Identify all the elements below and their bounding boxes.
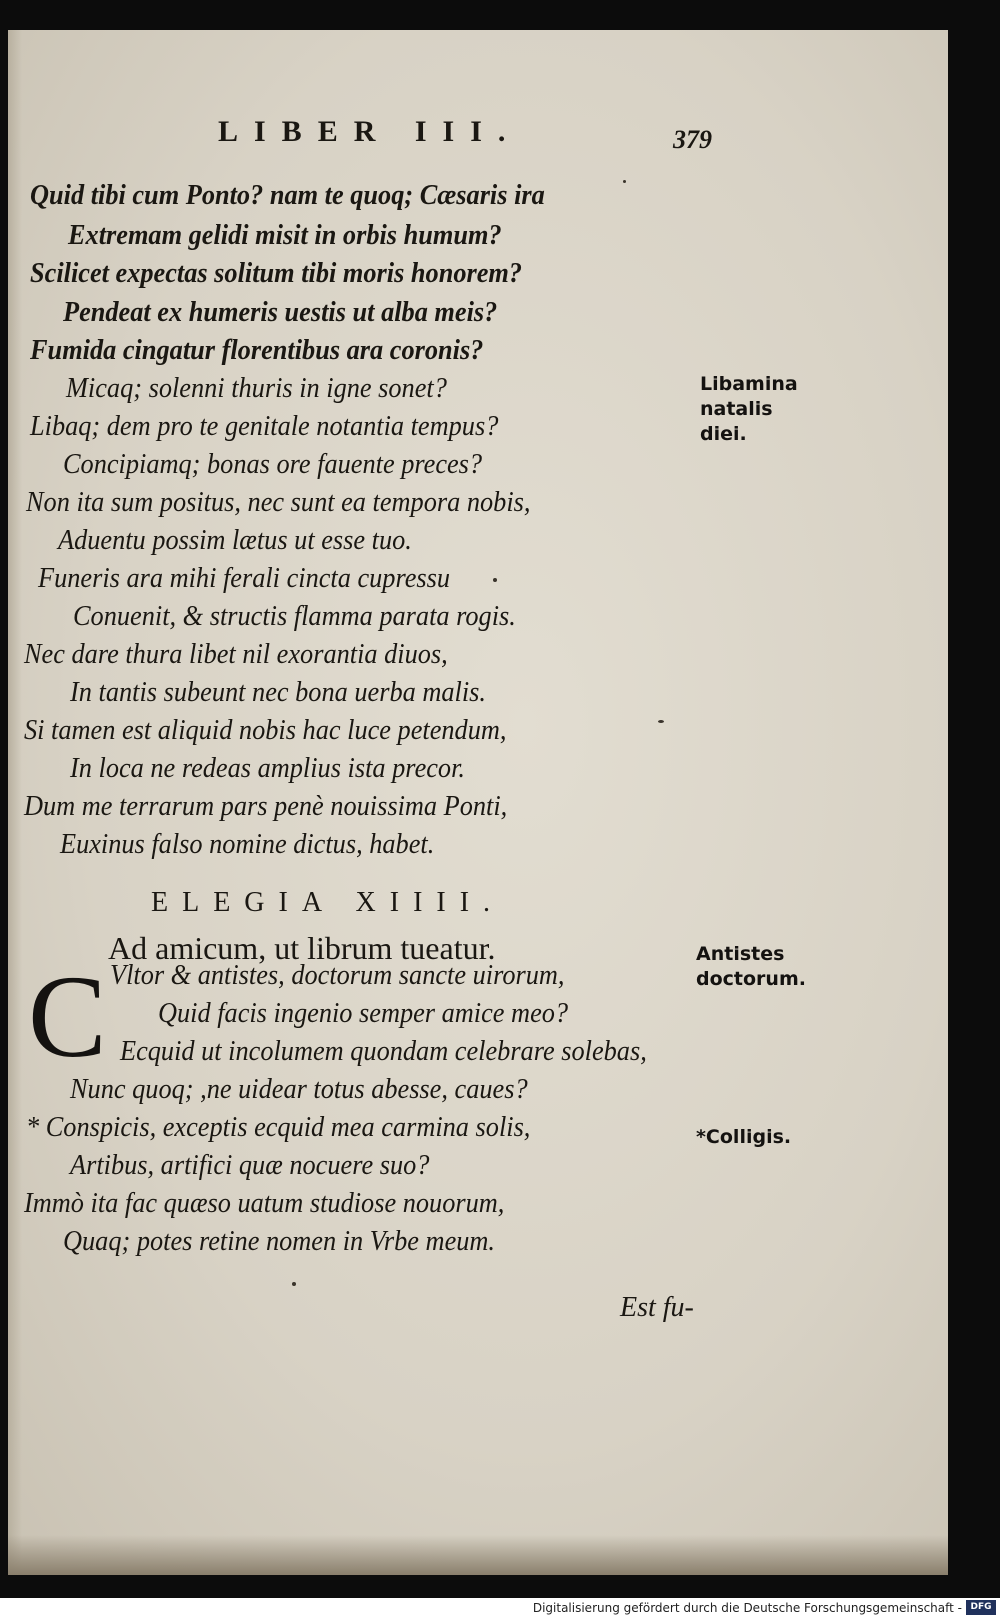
verse-line: Pendeat ex humeris uestis ut alba meis? (63, 297, 498, 328)
verse-line: Non ita sum positus, nec sunt ea tempora nobis, (26, 487, 531, 518)
marginal-note-line: natalis (700, 398, 773, 420)
ink-speck (623, 180, 626, 183)
verse-line: Nec dare thura libet nil exorantia diuos, (24, 639, 448, 670)
marginal-note-line: *Colligis. (696, 1126, 792, 1148)
verse-line: Vltor & antistes, doctorum sancte uirorum, (110, 960, 565, 991)
ink-speck (658, 720, 664, 723)
dfg-logo: DFG (966, 1600, 996, 1615)
verse-line: Scilicet expectas solitum tibi moris honorem? (30, 258, 523, 289)
verse-line: Extremam gelidi misit in orbis humum? (68, 220, 502, 251)
verse-line: Ecquid ut incolumem quondam celebrare solebas, (120, 1036, 647, 1067)
verse-line: Artibus, artifici quæ nocuere suo? (70, 1150, 430, 1181)
catchword: Est fu- (620, 1292, 694, 1323)
elegia-title: ELEGIA XIIII. (151, 887, 505, 918)
funding-credit: Digitalisierung gefördert durch die Deutsche Forschungsgemeinschaft - (532, 1601, 962, 1615)
ink-speck (292, 1282, 296, 1286)
verse-line: Fumida cingatur florentibus ara coronis? (30, 335, 484, 366)
verse-line: Quaq; potes retine nomen in Vrbe meum. (63, 1226, 496, 1257)
marginal-note (700, 372, 798, 447)
folio-number: 379 (673, 125, 712, 154)
verse-line: Nunc quoq; ,ne uidear totus abesse, caues? (70, 1074, 528, 1105)
verse-line: In loca ne redeas amplius ista precor. (70, 753, 466, 784)
verse-line: Funeris ara mihi ferali cincta cupressu (38, 563, 451, 594)
page-shadow-left (8, 30, 22, 1575)
marginal-note-line: diei. (700, 423, 747, 445)
footer-bar (0, 1598, 1000, 1620)
verse-line: Immò ita fac quæso uatum studiose nouorum, (24, 1188, 505, 1219)
verse-line: Si tamen est aliquid nobis hac luce petendum, (24, 715, 507, 746)
elegia-subtitle: Ad amicum, ut librum tueatur. (108, 930, 496, 966)
verse-line: In tantis subeunt nec bona uerba malis. (70, 677, 486, 708)
verse-line: * Conspicis, exceptis ecquid mea carmina solis, (26, 1112, 531, 1143)
ink-speck (493, 578, 497, 582)
book-page (8, 30, 948, 1575)
drop-cap-initial: C (28, 951, 107, 1082)
marginal-note-line: doctorum. (696, 968, 806, 990)
page-shadow-bottom (8, 1535, 948, 1575)
marginal-note (696, 1125, 791, 1150)
verse-line: Euxinus falso nomine dictus, habet. (60, 829, 435, 860)
verse-line: Quid tibi cum Ponto? nam te quoq; Cæsaris ira (30, 180, 545, 211)
verse-line: Dum me terrarum pars penè nouissima Ponti, (24, 791, 508, 822)
verse-line: Micaq; solenni thuris in igne sonet? (66, 373, 447, 404)
verse-line: Aduentu possim lætus ut esse tuo. (58, 525, 412, 556)
marginal-note-line: Antistes (696, 943, 785, 965)
marginal-note (696, 942, 806, 992)
verse-line: Conuenit, & structis flamma parata rogis. (73, 601, 516, 632)
verse-line: Libaq; dem pro te genitale notantia tempus? (30, 411, 499, 442)
verse-line: Quid facis ingenio semper amice meo? (158, 998, 569, 1029)
running-title: LIBER III. (218, 115, 522, 148)
verse-line: Concipiamq; bonas ore fauente preces? (63, 449, 483, 480)
marginal-note-line: Libamina (700, 373, 798, 395)
